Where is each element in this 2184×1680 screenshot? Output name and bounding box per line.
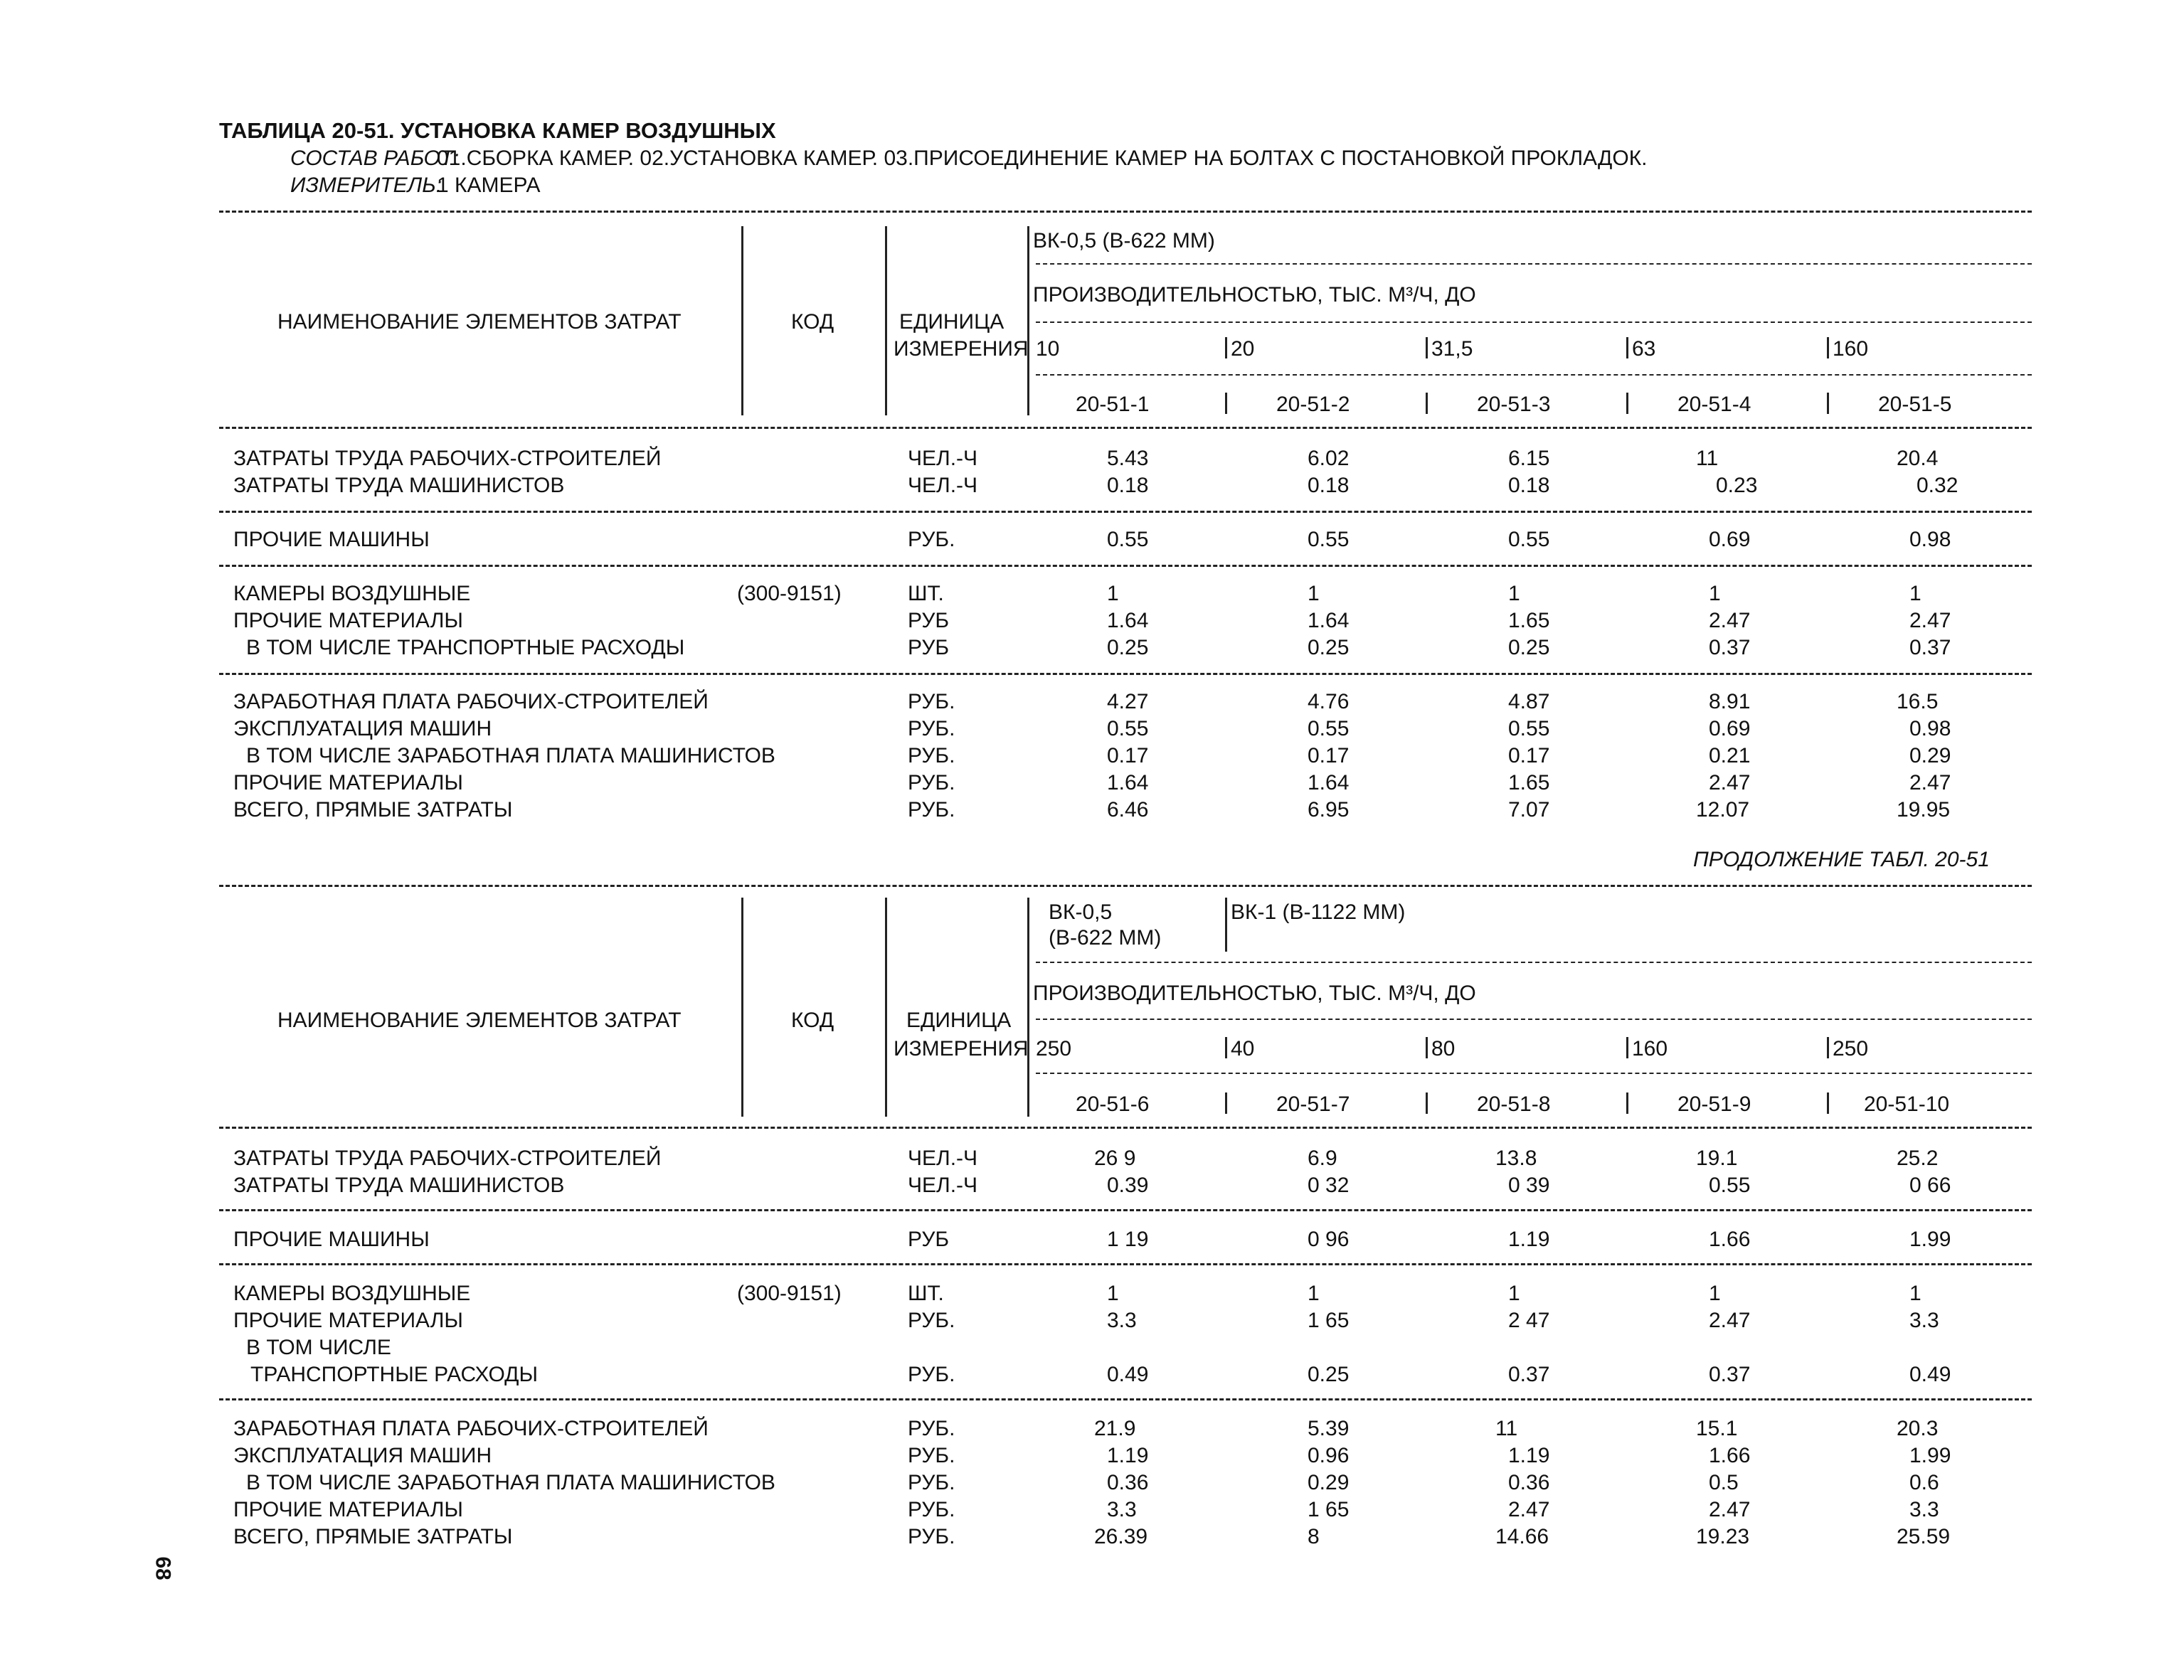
capacity: 20 <box>1231 337 1255 361</box>
capacity: 80 <box>1431 1037 1456 1060</box>
row-unit: ШТ. <box>908 582 944 605</box>
row-name: ЗАТРАТЫ ТРУДА РАБОЧИХ-СТРОИТЕЛЕЙ <box>233 447 662 470</box>
cell: 26 9 <box>1094 1147 1136 1170</box>
row-unit: РУБ. <box>908 771 955 794</box>
row-name: ПРОЧИЕ МАШИНЫ <box>233 528 430 551</box>
norm-code: 20-51-9 <box>1677 1092 1751 1116</box>
code-header: КОД <box>791 310 834 334</box>
cell: 2.47 <box>1709 1309 1751 1332</box>
cell: 19.1 <box>1696 1147 1738 1170</box>
row-unit: РУБ. <box>908 528 955 551</box>
divider <box>1827 1037 1829 1058</box>
cell: 0.49 <box>1909 1363 1951 1386</box>
cell: 1.64 <box>1107 771 1149 794</box>
cell: 1 <box>1909 1282 1921 1305</box>
cell: 11 <box>1495 1417 1518 1440</box>
cell: 0.55 <box>1308 528 1350 551</box>
divider <box>1626 393 1628 414</box>
row-unit: РУБ. <box>908 1417 955 1440</box>
cell: 2.47 <box>1909 609 1951 632</box>
cell: 1 <box>1508 1282 1520 1305</box>
cell: 19.95 <box>1897 798 1951 822</box>
row-unit: РУБ. <box>908 1363 955 1386</box>
row-unit: РУБ. <box>908 798 955 822</box>
divider <box>741 226 743 415</box>
row-unit: ЧЕЛ.-Ч <box>908 447 978 470</box>
cell: 0.17 <box>1308 744 1350 767</box>
cell: 0 66 <box>1909 1174 1951 1197</box>
norm-code: 20-51-4 <box>1677 393 1751 416</box>
cell: 0.6 <box>1909 1471 1939 1494</box>
cell: 0.55 <box>1709 1174 1751 1197</box>
column-group-a-size: (В-622 ММ) <box>1049 926 1162 950</box>
cell: 20.4 <box>1897 447 1939 470</box>
cell: 2.47 <box>1909 771 1951 794</box>
row-unit: ЧЕЛ.-Ч <box>908 1147 978 1170</box>
row-name: ВСЕГО, ПРЯМЫЕ ЗАТРАТЫ <box>233 1525 513 1548</box>
cell: 0.23 <box>1716 474 1758 497</box>
row-name: В ТОМ ЧИСЛЕ ТРАНСПОРТНЫЕ РАСХОДЫ <box>246 636 685 659</box>
row-name: ЗАРАБОТНАЯ ПЛАТА РАБОЧИХ-СТРОИТЕЛЕЙ <box>233 690 709 713</box>
cell: 1 19 <box>1107 1228 1149 1251</box>
cell: 0.17 <box>1508 744 1550 767</box>
cell: 0.18 <box>1508 474 1550 497</box>
cell: 26.39 <box>1094 1525 1148 1548</box>
row-name: ЗАТРАТЫ ТРУДА МАШИНИСТОВ <box>233 474 565 497</box>
norm-code: 20-51-1 <box>1076 393 1150 416</box>
rule <box>219 511 2032 513</box>
norm-code: 20-51-8 <box>1477 1092 1551 1116</box>
row-name: ПРОЧИЕ МАТЕРИАЛЫ <box>233 1498 463 1521</box>
rule <box>219 673 2032 675</box>
meter-label: ИЗМЕРИТЕЛЬ: <box>290 174 442 197</box>
capacity: 250 <box>1036 1037 1072 1060</box>
rule <box>1036 374 2032 376</box>
divider <box>1426 1092 1428 1114</box>
row-unit: РУБ. <box>908 1309 955 1332</box>
norm-code: 20-51-2 <box>1276 393 1350 416</box>
row-unit: ЧЕЛ.-Ч <box>908 1174 978 1197</box>
work-composition-label: СОСТАВ РАБОТ: <box>290 147 460 170</box>
unit-header-2: ИЗМЕРЕНИЯ <box>894 1037 1029 1060</box>
cell: 5.39 <box>1308 1417 1350 1440</box>
divider <box>1225 898 1227 952</box>
cell: 2 47 <box>1508 1309 1550 1332</box>
cell: 0.69 <box>1709 528 1751 551</box>
row-name: ПРОЧИЕ МАШИНЫ <box>233 1228 430 1251</box>
cell: 4.76 <box>1308 690 1350 713</box>
cell: 4.87 <box>1508 690 1550 713</box>
capacity: 63 <box>1632 337 1656 361</box>
cell: 0.55 <box>1508 717 1550 740</box>
row-name: ПРОЧИЕ МАТЕРИАЛЫ <box>233 771 463 794</box>
cell: 0.69 <box>1709 717 1751 740</box>
row-name: ЭКСПЛУАТАЦИЯ МАШИН <box>233 1444 492 1467</box>
cell: 8.91 <box>1709 690 1751 713</box>
cell: 20.3 <box>1897 1417 1939 1440</box>
cell: 0.29 <box>1308 1471 1350 1494</box>
row-name: КАМЕРЫ ВОЗДУШНЫЕ <box>233 1282 471 1305</box>
cell: 0.17 <box>1107 744 1149 767</box>
rule <box>219 565 2032 567</box>
rule <box>1036 1019 2032 1020</box>
cell: 1 <box>1107 1282 1119 1305</box>
cell: 1.66 <box>1709 1444 1751 1467</box>
cell: 1.99 <box>1909 1228 1951 1251</box>
cell: 0.18 <box>1308 474 1350 497</box>
continuation-note: ПРОДОЛЖЕНИЕ ТАБЛ. 20-51 <box>1693 848 1990 871</box>
cell: 1.66 <box>1709 1228 1751 1251</box>
cell: 0.25 <box>1508 636 1550 659</box>
row-name: В ТОМ ЧИСЛЕ ЗАРАБОТНАЯ ПЛАТА МАШИНИСТОВ <box>246 1471 775 1494</box>
cell: 6.46 <box>1107 798 1149 822</box>
row-unit: РУБ <box>908 1228 950 1251</box>
cell: 1.19 <box>1508 1444 1550 1467</box>
cell: 6.95 <box>1308 798 1350 822</box>
norm-code: 20-51-10 <box>1864 1092 1950 1116</box>
divider <box>885 226 887 415</box>
rule <box>219 1398 2032 1400</box>
cell: 11 <box>1696 447 1719 470</box>
cell: 0.98 <box>1909 717 1951 740</box>
cell: 0.98 <box>1909 528 1951 551</box>
divider <box>1827 393 1829 414</box>
capacity: 31,5 <box>1431 337 1473 361</box>
cell: 14.66 <box>1495 1525 1549 1548</box>
divider <box>1626 1092 1628 1114</box>
cell: 1.19 <box>1508 1228 1550 1251</box>
cell: 1.64 <box>1308 609 1350 632</box>
unit-header-1: ЕДИНИЦА <box>899 310 1004 334</box>
cell: 1 <box>1909 582 1921 605</box>
rule <box>1036 962 2032 963</box>
divider <box>1827 1092 1829 1114</box>
row-unit: РУБ. <box>908 690 955 713</box>
cell: 6.02 <box>1308 447 1350 470</box>
cell: 0.37 <box>1508 1363 1550 1386</box>
cell: 0 96 <box>1308 1228 1350 1251</box>
divider <box>1426 393 1428 414</box>
cell: 0.5 <box>1709 1471 1739 1494</box>
cell: 4.27 <box>1107 690 1149 713</box>
cell: 0.36 <box>1508 1471 1550 1494</box>
row-name: ЗАРАБОТНАЯ ПЛАТА РАБОЧИХ-СТРОИТЕЛЕЙ <box>233 1417 709 1440</box>
cell: 0.39 <box>1107 1174 1149 1197</box>
cell: 0.25 <box>1107 636 1149 659</box>
cell: 1 <box>1508 582 1520 605</box>
cell: 0.37 <box>1709 636 1751 659</box>
divider <box>1827 337 1829 358</box>
cell: 3.3 <box>1909 1498 1939 1521</box>
cell: 0 39 <box>1508 1174 1550 1197</box>
norm-code: 20-51-3 <box>1477 393 1551 416</box>
capacity: 160 <box>1833 337 1869 361</box>
cell: 12.07 <box>1696 798 1750 822</box>
cell: 2.47 <box>1709 1498 1751 1521</box>
row-unit: РУБ. <box>908 1444 955 1467</box>
code-header: КОД <box>791 1009 834 1032</box>
cell: 1.99 <box>1909 1444 1951 1467</box>
cell: 1 <box>1709 582 1721 605</box>
rule <box>219 211 2032 213</box>
norm-code: 20-51-6 <box>1076 1092 1150 1116</box>
norm-code: 20-51-7 <box>1276 1092 1350 1116</box>
unit-header-1: ЕДИНИЦА <box>906 1009 1012 1032</box>
cell: 2.47 <box>1508 1498 1550 1521</box>
cell: 3.3 <box>1909 1309 1939 1332</box>
row-name: ПРОЧИЕ МАТЕРИАЛЫ <box>233 609 463 632</box>
row-name: ЭКСПЛУАТАЦИЯ МАШИН <box>233 717 492 740</box>
work-composition-text: 01.СБОРКА КАМЕР. 02.УСТАНОВКА КАМЕР. 03.ПРИСОЕДИНЕНИЕ КАМЕР НА БОЛТАХ С ПОСТАНОВКОЙ ПРОКЛАДОК. <box>437 147 1648 170</box>
cell: 0.37 <box>1909 636 1951 659</box>
cell: 5.43 <box>1107 447 1149 470</box>
rule <box>219 1127 2032 1129</box>
cost-elements-header: НАИМЕНОВАНИЕ ЭЛЕМЕНТОВ ЗАТРАТ <box>277 1009 682 1032</box>
unit-header-2: ИЗМЕРЕНИЯ <box>894 337 1029 361</box>
row-name: ВСЕГО, ПРЯМЫЕ ЗАТРАТЫ <box>233 798 513 822</box>
cell: 16.5 <box>1897 690 1939 713</box>
cell: 0.18 <box>1107 474 1149 497</box>
row-name: ЗАТРАТЫ ТРУДА РАБОЧИХ-СТРОИТЕЛЕЙ <box>233 1147 662 1170</box>
divider <box>741 898 743 1117</box>
cell: 0.29 <box>1909 744 1951 767</box>
rule <box>219 1209 2032 1211</box>
cell: 8 <box>1308 1525 1320 1548</box>
row-unit: РУБ. <box>908 717 955 740</box>
capacity: 250 <box>1833 1037 1869 1060</box>
cell: 1 65 <box>1308 1309 1350 1332</box>
productivity-header: ПРОИЗВОДИТЕЛЬНОСТЬЮ, ТЫС. М³/Ч, ДО <box>1033 283 1476 307</box>
meter-text: 1 КАМЕРА <box>437 174 541 197</box>
divider <box>1225 393 1227 414</box>
cell: 15.1 <box>1696 1417 1738 1440</box>
cell: 0.55 <box>1308 717 1350 740</box>
divider <box>1626 337 1628 358</box>
row-unit: ЧЕЛ.-Ч <box>908 474 978 497</box>
cell: 3.3 <box>1107 1309 1137 1332</box>
row-name: КАМЕРЫ ВОЗДУШНЫЕ <box>233 582 471 605</box>
cell: 0.55 <box>1107 717 1149 740</box>
productivity-header: ПРОИЗВОДИТЕЛЬНОСТЬЮ, ТЫС. М³/Ч, ДО <box>1033 982 1476 1005</box>
cell: 0.49 <box>1107 1363 1149 1386</box>
cell: 0.21 <box>1709 744 1751 767</box>
rule <box>219 427 2032 429</box>
cell: 25.2 <box>1897 1147 1939 1170</box>
cell: 1.64 <box>1107 609 1149 632</box>
cell: 21.9 <box>1094 1417 1136 1440</box>
divider <box>1426 1037 1428 1058</box>
cell: 1 <box>1107 582 1119 605</box>
cell: 0.36 <box>1107 1471 1149 1494</box>
cell: 1.65 <box>1508 609 1550 632</box>
row-name: В ТОМ ЧИСЛЕ ЗАРАБОТНАЯ ПЛАТА МАШИНИСТОВ <box>246 744 775 767</box>
capacity: 40 <box>1231 1037 1255 1060</box>
column-group: ВК-0,5 (В-622 ММ) <box>1033 229 1215 252</box>
divider <box>1027 226 1029 415</box>
cell: 0.96 <box>1308 1444 1350 1467</box>
divider <box>1426 337 1428 358</box>
column-group-a: ВК-0,5 <box>1049 900 1113 924</box>
divider <box>1225 1092 1227 1114</box>
cell: 6.9 <box>1308 1147 1337 1170</box>
resource-code: (300-9151) <box>737 1282 842 1305</box>
cell: 6.15 <box>1508 447 1550 470</box>
row-unit: РУБ. <box>908 1525 955 1548</box>
row-unit: РУБ. <box>908 1471 955 1494</box>
cell: 0.25 <box>1308 636 1350 659</box>
divider <box>1626 1037 1628 1058</box>
rule <box>1036 1073 2032 1074</box>
cell: 1 <box>1308 1282 1320 1305</box>
row-name: ПРОЧИЕ МАТЕРИАЛЫ <box>233 1309 463 1332</box>
table-title: ТАБЛИЦА 20-51. УСТАНОВКА КАМЕР ВОЗДУШНЫХ <box>219 118 776 143</box>
row-unit: РУБ. <box>908 1498 955 1521</box>
cell: 2.47 <box>1709 609 1751 632</box>
cell: 7.07 <box>1508 798 1550 822</box>
capacity: 160 <box>1632 1037 1668 1060</box>
cell: 1 65 <box>1308 1498 1350 1521</box>
divider <box>885 898 887 1117</box>
row-unit: РУБ <box>908 609 950 632</box>
row-unit: РУБ <box>908 636 950 659</box>
cell: 0.55 <box>1508 528 1550 551</box>
divider <box>1225 1037 1227 1058</box>
norm-code: 20-51-5 <box>1878 393 1952 416</box>
cell: 0 32 <box>1308 1174 1350 1197</box>
divider <box>1225 337 1227 358</box>
cell: 1.64 <box>1308 771 1350 794</box>
rule <box>219 885 2032 887</box>
resource-code: (300-9151) <box>737 582 842 605</box>
cell: 1.19 <box>1107 1444 1149 1467</box>
row-name: ТРАНСПОРТНЫЕ РАСХОДЫ <box>250 1363 539 1386</box>
rule <box>1036 321 2032 323</box>
column-group-b: ВК-1 (В-1122 ММ) <box>1231 900 1406 924</box>
cost-elements-header: НАИМЕНОВАНИЕ ЭЛЕМЕНТОВ ЗАТРАТ <box>277 310 682 334</box>
cell: 0.55 <box>1107 528 1149 551</box>
capacity: 10 <box>1036 337 1060 361</box>
page-number: 68 <box>151 1556 175 1580</box>
cell: 19.23 <box>1696 1525 1750 1548</box>
row-name: ЗАТРАТЫ ТРУДА МАШИНИСТОВ <box>233 1174 565 1197</box>
cell: 0.25 <box>1308 1363 1350 1386</box>
cell: 0.32 <box>1917 474 1958 497</box>
cell: 25.59 <box>1897 1525 1951 1548</box>
cell: 2.47 <box>1709 771 1751 794</box>
cell: 3.3 <box>1107 1498 1137 1521</box>
cell: 1 <box>1308 582 1320 605</box>
cell: 1.65 <box>1508 771 1550 794</box>
row-unit: ШТ. <box>908 1282 944 1305</box>
rule <box>1036 263 2032 265</box>
cell: 13.8 <box>1495 1147 1537 1170</box>
cell: 1 <box>1709 1282 1721 1305</box>
row-name: В ТОМ ЧИСЛЕ <box>246 1336 391 1359</box>
rule <box>219 1263 2032 1265</box>
row-unit: РУБ. <box>908 744 955 767</box>
divider <box>1027 898 1029 1117</box>
cell: 0.37 <box>1709 1363 1751 1386</box>
